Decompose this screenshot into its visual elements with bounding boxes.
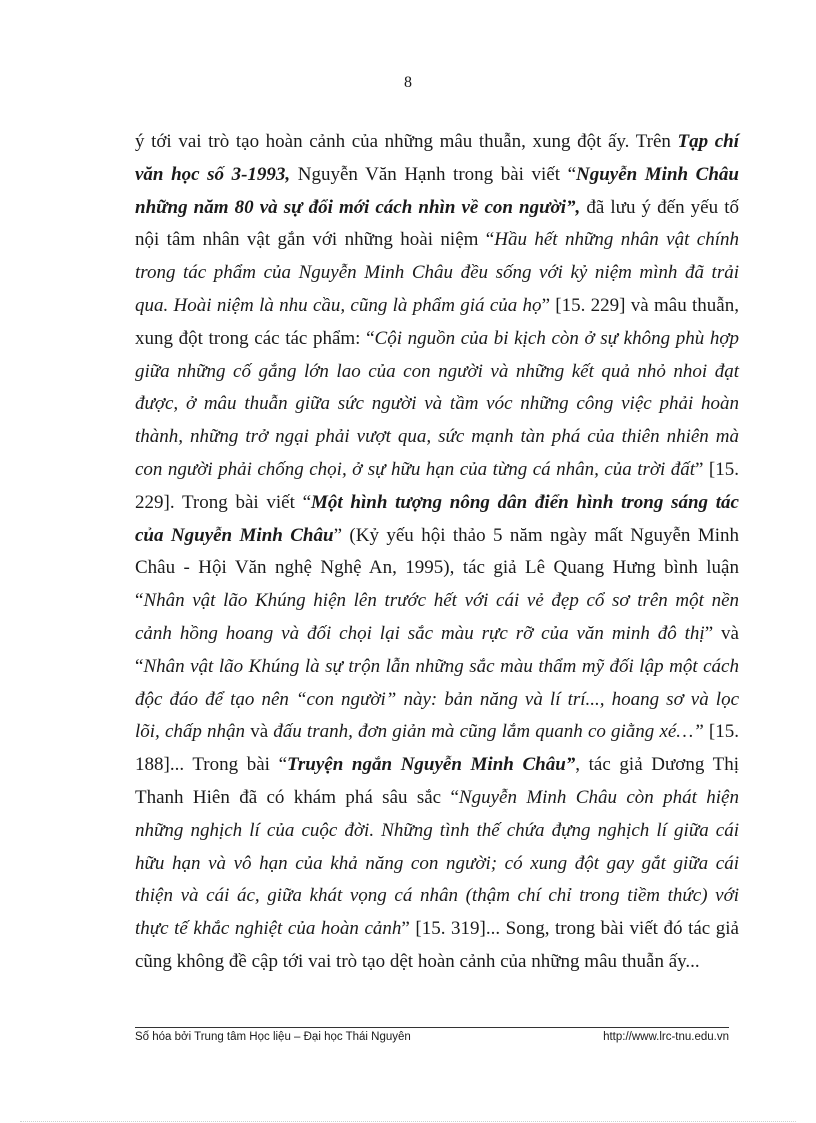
text-line bbox=[135, 913, 739, 946]
text-line bbox=[135, 224, 739, 257]
text-line bbox=[135, 421, 739, 454]
emphasis-text-run: đấu tranh, đơn giản mà cũng lắm quanh co giằng xé…” bbox=[273, 721, 704, 743]
text-line bbox=[135, 388, 739, 421]
text-line bbox=[135, 159, 739, 192]
emphasis-text-run: lõi, chấp nhận bbox=[135, 721, 246, 743]
body-paragraph bbox=[135, 126, 739, 979]
text-line bbox=[135, 684, 739, 717]
text-line bbox=[135, 848, 739, 881]
text-line bbox=[135, 618, 739, 651]
emphasis-text-run: Hầu hết những nhân vật chính bbox=[494, 229, 739, 251]
text-line bbox=[135, 323, 739, 356]
emphasis-text-run: được, ở mâu thuẫn giữa sức người và tầm vóc những công việc phải hoàn bbox=[135, 393, 739, 415]
text-run: xung đột trong các tác phẩm: “ bbox=[135, 327, 375, 349]
text-line bbox=[135, 782, 739, 815]
page-bottom-edge bbox=[20, 1121, 796, 1122]
text-line bbox=[135, 192, 739, 225]
text-line bbox=[135, 815, 739, 848]
emphasis-text-run: Nhân vật lão Khúng là sự trộn lẫn những sắc màu thẩm mỹ đối lập một cách bbox=[143, 655, 739, 677]
emphasis-text-run: Cội nguồn của bi kịch còn ở sự không phù hợp bbox=[374, 327, 739, 349]
text-line bbox=[135, 356, 739, 389]
footer-source-text: Số hóa bởi Trung tâm Học liệu – Đại học Thái Nguyên bbox=[135, 1031, 411, 1043]
emphasis-text-run: cảnh hồng hoang và đối chọi lại sắc màu rực rỡ của văn minh đô thị bbox=[135, 622, 705, 644]
text-run: ” và bbox=[704, 622, 739, 644]
text-run: 188]... Trong bài “ bbox=[135, 754, 288, 776]
text-run: cũng không đề cập tới vai trò tạo dệt hoàn cảnh của những mâu thuẫn ấy... bbox=[135, 950, 700, 972]
text-run: [15. bbox=[703, 721, 740, 743]
text-run: Thanh Hiên đã có khám phá sâu sắc “ bbox=[135, 786, 459, 808]
text-run: “ bbox=[135, 655, 144, 677]
text-line bbox=[135, 126, 739, 159]
text-run: ý tới vai trò tạo hoàn cảnh của những mâu thuẫn, xung đột ấy. Trên bbox=[135, 131, 678, 152]
text-run: nội tâm nhân vật gắn với những hoài niệm “ bbox=[135, 229, 495, 251]
footer-divider bbox=[135, 1027, 729, 1028]
text-run: ” [15. 229] và mâu thuẫn, bbox=[541, 294, 739, 316]
text-run: “ bbox=[135, 590, 144, 612]
emphasis-text-run: văn học số 3-1993, bbox=[135, 163, 291, 185]
text-line bbox=[135, 749, 739, 782]
emphasis-text-run: giữa những cố gắng lớn lao của con người và những kết quả nhỏ nhoi đạt bbox=[135, 360, 739, 382]
text-run: Châu - Hội Văn nghệ Nghệ An, 1995), tác giả Lê Quang Hưng bình luận bbox=[135, 557, 739, 579]
text-line bbox=[135, 290, 739, 323]
text-line bbox=[135, 257, 739, 290]
text-run: ” (Kỷ yếu hội thảo 5 năm ngày mất Nguyễn Minh bbox=[333, 524, 739, 546]
text-line bbox=[135, 880, 739, 913]
emphasis-text-run: của Nguyễn Minh Châu bbox=[135, 524, 334, 546]
emphasis-text-run: trong tác phẩm của Nguyễn Minh Châu đều sống với kỷ niệm mình đã trải bbox=[135, 262, 739, 284]
emphasis-text-run: hữu hạn và vô hạn của khả năng con người; có xung đột gay gắt giữa cái bbox=[135, 852, 739, 874]
text-run: ” [15. 319]... Song, trong bài viết đó tác giả bbox=[401, 918, 739, 940]
emphasis-text-run: thiện và cái ác, giữa khát vọng cá nhân (thậm chí chỉ trong tiềm thức) với bbox=[135, 885, 739, 907]
text-line bbox=[135, 520, 739, 553]
text-line bbox=[135, 716, 739, 749]
emphasis-text-run: thành, những trở ngại phải vượt qua, sức mạnh tàn phá của thiên nhiên mà bbox=[135, 426, 739, 448]
emphasis-text-run: Nguyễn Minh Châu còn phát hiện bbox=[458, 786, 739, 808]
footer-url-link[interactable]: http://www.lrc-tnu.edu.vn bbox=[603, 1031, 729, 1043]
text-line bbox=[135, 651, 739, 684]
text-run: đã lưu ý đến yếu tố bbox=[580, 196, 739, 218]
emphasis-text-run: Nhân vật lão Khúng hiện lên trước hết với cái vẻ đẹp cổ sơ trên một nền bbox=[143, 590, 739, 612]
emphasis-text-run: độc đáo để tạo nên “con người” này: bản năng và lí trí..., hoang sơ và lọc bbox=[135, 688, 739, 710]
text-line bbox=[135, 946, 739, 979]
text-run: , tác giả Dương Thị bbox=[575, 754, 739, 776]
emphasis-text-run: những năm 80 và sự đổi mới cách nhìn về con người”, bbox=[135, 196, 581, 218]
page-number: 8 bbox=[404, 74, 412, 91]
emphasis-text-run: con người phải chống chọi, ở sự hữu hạn của từng cá nhân, của trời đất bbox=[135, 458, 696, 480]
text-run: ” [15. bbox=[695, 458, 739, 480]
emphasis-text-run: Tạp chí bbox=[677, 131, 739, 152]
text-run: và bbox=[245, 721, 274, 743]
text-run: Nguyễn Văn Hạnh trong bài viết “ bbox=[290, 163, 576, 185]
emphasis-text-run: Nguyễn Minh Châu bbox=[576, 163, 739, 185]
emphasis-text-run: Một hình tượng nông dân điển hình trong sáng tác bbox=[311, 491, 739, 513]
text-line bbox=[135, 454, 739, 487]
page-footer bbox=[135, 1031, 729, 1043]
text-run: 229]. Trong bài viết “ bbox=[135, 491, 312, 513]
text-line bbox=[135, 585, 739, 618]
emphasis-text-run: thực tế khắc nghiệt của hoàn cảnh bbox=[135, 918, 402, 940]
emphasis-text-run: những nghịch lí của cuộc đời. Những tình thế chứa đựng nghịch lí giữa cái bbox=[135, 819, 739, 841]
text-line bbox=[135, 487, 739, 520]
emphasis-text-run: Truyện ngắn Nguyễn Minh Châu” bbox=[287, 754, 576, 776]
emphasis-text-run: qua. Hoài niệm là nhu cầu, cũng là phẩm giá của họ bbox=[135, 294, 542, 316]
text-line bbox=[135, 552, 739, 585]
